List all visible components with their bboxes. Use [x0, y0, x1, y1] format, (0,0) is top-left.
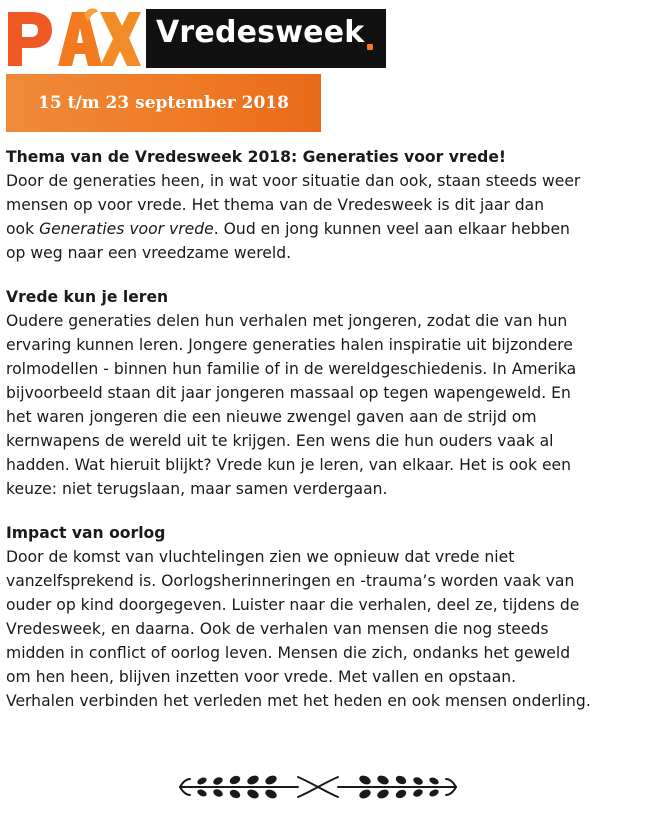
logo-period — [367, 44, 373, 50]
section-impact-oorlog — [6, 521, 666, 713]
body-line: ervaring kunnen leren. Jongere generaties halen inspiratie uit bijzondere — [6, 336, 573, 354]
body-line: op weg naar een vreedzame wereld. — [6, 244, 292, 262]
pax-logo-icon — [6, 6, 141, 68]
body-line: ouder op kind doorgegeven. Luister naar die verhalen, deel ze, tijdens de — [6, 596, 580, 614]
body-line: midden in conflict of oorlog leven. Mensen die zich, ondanks het geweld — [6, 644, 571, 662]
date-banner — [6, 74, 321, 132]
vredesweek-logo — [146, 9, 386, 68]
body-line: hadden. Wat hieruit blijkt? Vrede kun je leren, van elkaar. Het is ook een — [6, 456, 572, 474]
section-title: Vrede kun je leren — [6, 288, 169, 306]
body-line: het waren jongeren die een nieuwe zwengel gaven aan de strijd om — [6, 408, 537, 426]
body-line: Verhalen verbinden het verleden met het heden en ook mensen onderling. — [6, 692, 591, 710]
body-line: keuze: niet terugslaan, maar samen verdergaan. — [6, 480, 388, 498]
body-line: mensen op voor vrede. Het thema van de Vredesweek is dit jaar dan — [6, 196, 545, 214]
section-title: Thema van de Vredesweek 2018: Generaties voor vrede! — [6, 148, 507, 166]
logo-text: Vredesweek — [156, 15, 365, 50]
section-thema — [6, 145, 666, 265]
section-title: Impact van oorlog — [6, 524, 166, 542]
section-body — [6, 169, 666, 265]
header — [6, 6, 386, 68]
body-line: rolmodellen - binnen hun familie of in de wereldgeschiedenis. In Amerika — [6, 360, 577, 378]
body-line: Oudere generaties delen hun verhalen met jongeren, zodat die van hun — [6, 312, 568, 330]
body-line: Door de generaties heen, in wat voor situatie dan ook, staan steeds weer — [6, 172, 581, 190]
body-line: Door de komst van vluchtelingen zien we opnieuw dat vrede niet — [6, 548, 515, 566]
date-range: 15 t/m 23 september 2018 — [38, 93, 289, 113]
emphasis-text: Generaties voor vrede — [39, 220, 214, 238]
body-text: Oud en jong kunnen veel aan elkaar hebben — [223, 220, 570, 238]
body-line: om hen heen, blijven inzetten voor vrede. Met vallen en opstaan. — [6, 668, 517, 686]
section-body — [6, 545, 666, 713]
article-content — [6, 145, 666, 733]
body-line: Vredesweek, en daarna. Ook de verhalen van mensen die nog steeds — [6, 620, 549, 638]
body-text: . — [213, 220, 224, 238]
section-vrede-leren — [6, 285, 666, 501]
body-line: bijvoorbeeld staan dit jaar jongeren massaal op tegen wapengeweld. En — [6, 384, 571, 402]
body-line: kernwapens de wereld uit te krijgen. Een wens die hun ouders vaak al — [6, 432, 554, 450]
body-line: vanzelfsprekend is. Oorlogsherinneringen en -trauma’s worden vaak van — [6, 572, 575, 590]
section-body — [6, 309, 666, 501]
floral-divider-icon — [178, 770, 458, 804]
body-line-mixed — [6, 217, 666, 241]
body-text: ook — [6, 220, 40, 238]
